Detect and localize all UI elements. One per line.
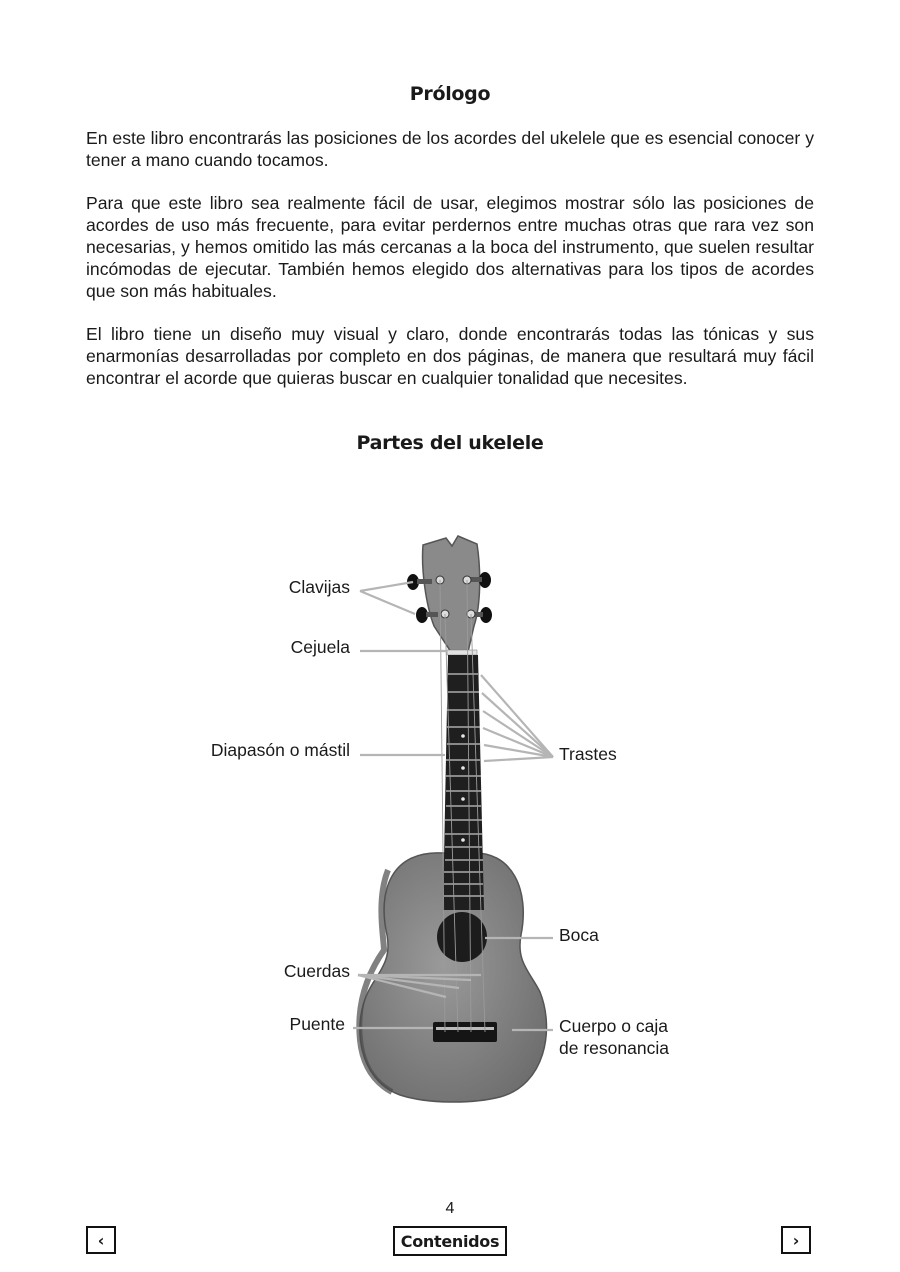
label-clavijas: Clavijas [288, 577, 350, 597]
prologue-paragraph-3: El libro tiene un diseño muy visual y claro, donde encontrarás todas las tónicas y sus enarmonías desarrolladas por completo en dos páginas, de manera que resultará muy fácil encontrar el acorde que quieras buscar en cualquier tonalidad que necesites. [86, 324, 814, 388]
prologue-paragraph-1: En este libro encontrarás las posiciones de los acordes del ukelele que es esencial conocer y tener a mano cuando tocamos. [86, 128, 814, 170]
next-page-button[interactable]: › [781, 1226, 811, 1254]
bridge [433, 1022, 497, 1042]
label-cejuela: Cejuela [290, 637, 350, 657]
prologue-title: Prólogo [409, 83, 491, 105]
label-trastes: Trastes [559, 744, 617, 764]
prev-page-button[interactable]: ‹ [86, 1226, 116, 1254]
headstock [423, 536, 480, 652]
contents-button[interactable]: Contenidos [393, 1226, 507, 1256]
ukulele-diagram [0, 520, 900, 1120]
label-cuerpo-line2: de resonancia [559, 1038, 669, 1058]
label-diapason: Diapasón o mástil [210, 740, 350, 760]
parts-title: Partes del ukelele [356, 432, 544, 454]
label-puente: Puente [289, 1014, 345, 1034]
page-number: 4 [445, 1200, 455, 1217]
label-cuerdas: Cuerdas [283, 961, 350, 981]
label-boca: Boca [559, 925, 599, 945]
label-cuerpo-line1: Cuerpo o caja [559, 1016, 668, 1036]
prologue-paragraph-2: Para que este libro sea realmente fácil de usar, elegimos mostrar sólo las posiciones de acordes de uso más frecuente, para evitar perdernos entre muchas otras que rara vez son necesarias, y hemos omitido las más cercanas a la boca del instrumento, que suelen resultar incómodas de ejecutar. También hemos elegido dos alternativas para los tipos de acordes que son más habituales. [86, 193, 814, 301]
